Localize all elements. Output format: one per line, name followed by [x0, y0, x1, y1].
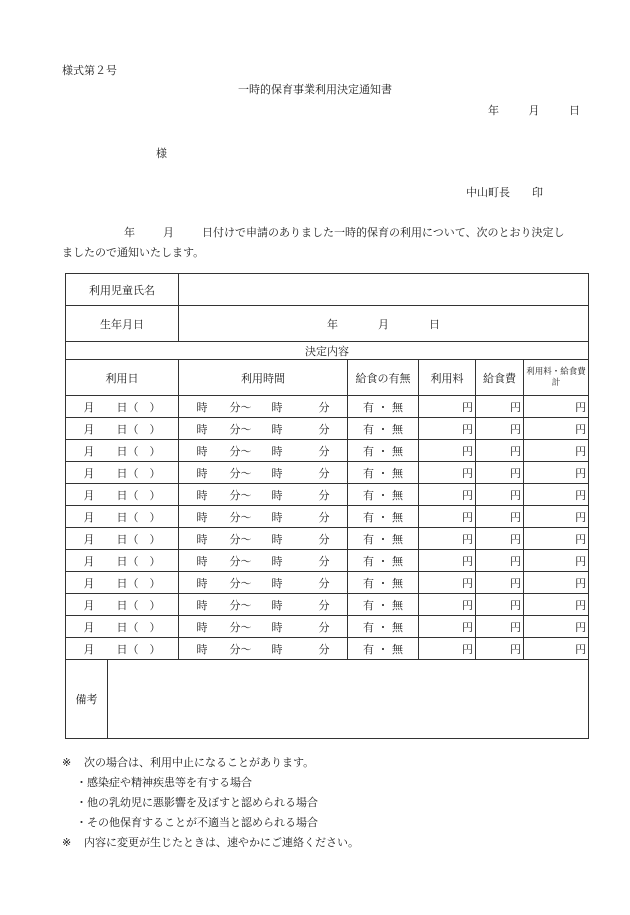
note-bullet: ・その他保育することが不適当と認められる場合	[76, 816, 318, 829]
meal-cost-cell[interactable]: 円	[476, 638, 524, 660]
recipient-suffix: 様	[156, 147, 167, 160]
issue-date-month: 月	[528, 104, 540, 117]
birthdate-field[interactable]	[179, 306, 589, 342]
use-date-cell[interactable]: 月 日（ ）	[66, 550, 179, 572]
issuer-name: 中山町長	[466, 186, 510, 199]
total-cell[interactable]: 円	[524, 484, 589, 506]
decision-table	[65, 273, 589, 739]
total-cell[interactable]: 円	[524, 550, 589, 572]
note-mark: ※	[62, 836, 72, 849]
meal-cost-cell[interactable]: 円	[476, 396, 524, 418]
use-time-cell[interactable]: 時 分～ 時 分	[179, 594, 348, 616]
col-fee: 利用料	[419, 360, 476, 396]
use-date-cell[interactable]: 月 日（ ）	[66, 418, 179, 440]
fee-cell[interactable]: 円	[419, 616, 476, 638]
note-bullet: ・他の乳幼児に悪影響を及ぼすと認められる場合	[76, 796, 318, 809]
use-date-cell[interactable]: 月 日（ ）	[66, 506, 179, 528]
fee-cell[interactable]: 円	[419, 440, 476, 462]
use-date-cell[interactable]: 月 日（ ）	[66, 462, 179, 484]
issuer-seal: 印	[532, 186, 543, 199]
meal-cell[interactable]: 有 ・ 無	[348, 528, 419, 550]
total-cell[interactable]: 円	[524, 594, 589, 616]
meal-cell[interactable]: 有 ・ 無	[348, 484, 419, 506]
use-time-cell[interactable]: 時 分～ 時 分	[179, 572, 348, 594]
child-name-field[interactable]	[179, 274, 589, 306]
use-date-cell[interactable]: 月 日（ ）	[66, 484, 179, 506]
note-2	[62, 833, 359, 853]
use-time-cell[interactable]: 時 分～ 時 分	[179, 550, 348, 572]
usage-row	[66, 484, 589, 506]
fee-cell[interactable]: 円	[419, 550, 476, 572]
use-time-cell[interactable]: 時 分～ 時 分	[179, 440, 348, 462]
meal-cell[interactable]: 有 ・ 無	[348, 572, 419, 594]
use-date-cell[interactable]: 月 日（ ）	[66, 440, 179, 462]
note-1-text: 次の場合は、利用中止になることがあります。	[84, 756, 315, 769]
fee-cell[interactable]: 円	[419, 528, 476, 550]
use-time-cell[interactable]: 時 分～ 時 分	[179, 528, 348, 550]
use-date-cell[interactable]: 月 日（ ）	[66, 528, 179, 550]
meal-cost-cell[interactable]: 円	[476, 440, 524, 462]
fee-cell[interactable]: 円	[419, 594, 476, 616]
meal-cell[interactable]: 有 ・ 無	[348, 638, 419, 660]
fee-cell[interactable]: 円	[419, 396, 476, 418]
meal-cell[interactable]: 有 ・ 無	[348, 616, 419, 638]
usage-row	[66, 462, 589, 484]
fee-cell[interactable]: 円	[419, 506, 476, 528]
meal-cost-cell[interactable]: 円	[476, 418, 524, 440]
meal-cost-cell[interactable]: 円	[476, 616, 524, 638]
use-time-cell[interactable]: 時 分～ 時 分	[179, 418, 348, 440]
usage-row	[66, 550, 589, 572]
meal-cost-cell[interactable]: 円	[476, 462, 524, 484]
usage-row	[66, 616, 589, 638]
total-cell[interactable]: 円	[524, 462, 589, 484]
col-use-date: 利用日	[66, 360, 179, 396]
intro-body-line1: 日付けで申請のありました一時的保育の利用について、次のとおり決定し	[202, 226, 565, 239]
use-date-cell[interactable]: 月 日（ ）	[66, 616, 179, 638]
use-time-cell[interactable]: 時 分～ 時 分	[179, 396, 348, 418]
meal-cell[interactable]: 有 ・ 無	[348, 396, 419, 418]
meal-cost-cell[interactable]: 円	[476, 484, 524, 506]
birthdate-year: 年	[327, 317, 339, 331]
total-cell[interactable]: 円	[524, 572, 589, 594]
issue-date-year: 年	[488, 104, 499, 117]
meal-cell[interactable]: 有 ・ 無	[348, 550, 419, 572]
intro-year: 年	[124, 226, 135, 239]
intro-text	[62, 223, 592, 263]
remarks-field[interactable]	[108, 660, 589, 739]
fee-cell[interactable]: 円	[419, 418, 476, 440]
use-time-cell[interactable]: 時 分～ 時 分	[179, 638, 348, 660]
usage-row	[66, 506, 589, 528]
document-title: 一時的保育事業利用決定通知書	[238, 83, 392, 96]
use-time-cell[interactable]: 時 分～ 時 分	[179, 506, 348, 528]
fee-cell[interactable]: 円	[419, 572, 476, 594]
col-total-line1: 利用料・給食費	[526, 366, 586, 377]
meal-cell[interactable]: 有 ・ 無	[348, 418, 419, 440]
note-mark: ※	[62, 756, 72, 769]
col-total-line2: 計	[551, 377, 561, 388]
fee-cell[interactable]: 円	[419, 484, 476, 506]
col-meal: 給食の有無	[348, 360, 419, 396]
use-date-cell[interactable]: 月 日（ ）	[66, 572, 179, 594]
meal-cost-cell[interactable]: 円	[476, 528, 524, 550]
intro-body-line2: ましたので通知いたします。	[62, 246, 205, 259]
meal-cell[interactable]: 有 ・ 無	[348, 462, 419, 484]
total-cell[interactable]: 円	[524, 506, 589, 528]
child-name-label: 利用児童氏名	[66, 274, 179, 306]
usage-row	[66, 572, 589, 594]
usage-row	[66, 528, 589, 550]
meal-cell[interactable]: 有 ・ 無	[348, 594, 419, 616]
use-date-cell[interactable]: 月 日（ ）	[66, 594, 179, 616]
total-cell[interactable]: 円	[524, 418, 589, 440]
total-cell[interactable]: 円	[524, 528, 589, 550]
use-date-cell[interactable]: 月 日（ ）	[66, 638, 179, 660]
note-bullet: ・感染症や精神疾患等を有する場合	[76, 776, 252, 789]
notes	[62, 753, 359, 853]
note-1	[62, 753, 359, 773]
birthdate-month: 月	[378, 317, 390, 331]
meal-cost-cell[interactable]: 円	[476, 572, 524, 594]
form-number: 様式第２号	[62, 64, 117, 77]
total-cell[interactable]: 円	[524, 440, 589, 462]
use-time-cell[interactable]: 時 分～ 時 分	[179, 616, 348, 638]
usage-row	[66, 440, 589, 462]
total-cell[interactable]: 円	[524, 396, 589, 418]
usage-row	[66, 594, 589, 616]
remarks-label: 備考	[66, 660, 108, 739]
usage-row	[66, 638, 589, 660]
intro-month: 月	[163, 226, 174, 239]
meal-cell[interactable]: 有 ・ 無	[348, 506, 419, 528]
use-date-cell[interactable]: 月 日（ ）	[66, 396, 179, 418]
usage-row	[66, 396, 589, 418]
total-cell[interactable]: 円	[524, 638, 589, 660]
fee-cell[interactable]: 円	[419, 638, 476, 660]
meal-cost-cell[interactable]: 円	[476, 550, 524, 572]
total-cell[interactable]: 円	[524, 616, 589, 638]
issuer	[466, 184, 543, 200]
meal-cost-cell[interactable]: 円	[476, 594, 524, 616]
fee-cell[interactable]: 円	[419, 462, 476, 484]
birthdate-day: 日	[429, 317, 441, 331]
issue-date	[488, 102, 580, 118]
use-time-cell[interactable]: 時 分～ 時 分	[179, 462, 348, 484]
usage-row	[66, 418, 589, 440]
note-2-text: 内容に変更が生じたときは、速やかにご連絡ください。	[84, 836, 359, 849]
meal-cost-cell[interactable]: 円	[476, 506, 524, 528]
meal-cell[interactable]: 有 ・ 無	[348, 440, 419, 462]
col-total	[524, 360, 589, 396]
decision-header: 決定内容	[66, 342, 589, 360]
col-use-time: 利用時間	[179, 360, 348, 396]
birthdate-label: 生年月日	[66, 306, 179, 342]
use-time-cell[interactable]: 時 分～ 時 分	[179, 484, 348, 506]
col-meal-cost: 給食費	[476, 360, 524, 396]
issue-date-day: 日	[569, 104, 580, 117]
usage-rows	[66, 396, 589, 660]
